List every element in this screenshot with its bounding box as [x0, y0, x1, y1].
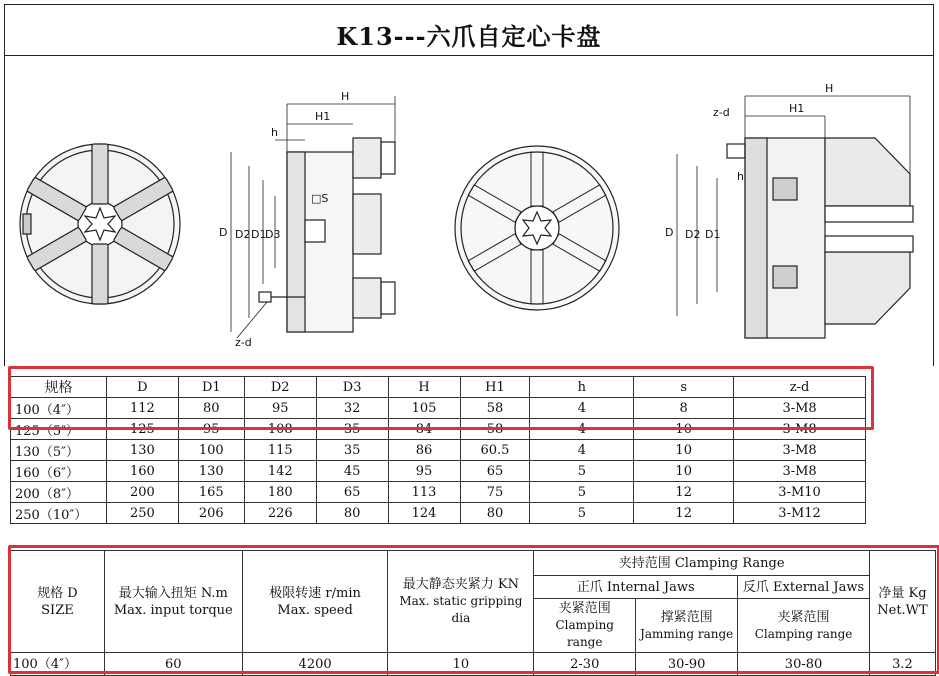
label-H1: H1 [315, 110, 331, 123]
spec-cell: 10 [634, 461, 734, 482]
spec-cell: 113 [388, 482, 460, 503]
spec-cell: 124 [388, 503, 460, 524]
label-H1-right: H1 [789, 102, 805, 115]
spec-cell: 130（5″） [11, 440, 107, 461]
table-row [11, 440, 866, 461]
spec-cell: 100（4″） [11, 398, 107, 419]
size-header-cn: 规格 D [37, 585, 78, 601]
spec-header-cell: h [530, 377, 634, 398]
spec-cell: 112 [106, 398, 178, 419]
technical-drawings [4, 56, 934, 366]
speed-header-en: Max. speed [277, 602, 353, 618]
perf-cell: 2-30 [534, 653, 636, 676]
spec-cell: 200（8″） [11, 482, 107, 503]
spec-cell: 60.5 [460, 440, 530, 461]
spec-cell: 32 [316, 398, 388, 419]
spec-cell: 3-M8 [734, 461, 866, 482]
table-row [11, 482, 866, 503]
torque-header-en: Max. input torque [113, 602, 233, 618]
label-h: h [271, 126, 278, 139]
spec-cell: 5 [530, 482, 634, 503]
spec-cell: 95 [244, 398, 316, 419]
spec-cell: 130 [178, 461, 244, 482]
spec-cell: 35 [316, 440, 388, 461]
spec-cell: 125 [106, 419, 178, 440]
internal-jaws-header: 正爪 Internal Jaws [534, 576, 738, 599]
spec-header-cell: D [106, 377, 178, 398]
external-jaws-header: 反爪 External Jaws [738, 576, 870, 599]
label-D1-right: D1 [705, 228, 721, 241]
torque-header-cn: 最大输入扭矩 N.m [118, 585, 228, 601]
spec-cell: 95 [388, 461, 460, 482]
spec-header-cell: D1 [178, 377, 244, 398]
spec-cell: 12 [634, 503, 734, 524]
spec-cell: 65 [460, 461, 530, 482]
spec-header-cell: 规格 [11, 377, 107, 398]
spec-cell: 130 [106, 440, 178, 461]
spec-cell: 58 [460, 419, 530, 440]
label-D2: D2 [235, 228, 251, 241]
spec-cell: 180 [244, 482, 316, 503]
page-title: K13---六爪自定心卡盘 [336, 22, 602, 51]
spec-cell: 165 [178, 482, 244, 503]
spec-cell: 80 [178, 398, 244, 419]
spec-cell: 5 [530, 461, 634, 482]
label-D: D [219, 226, 228, 239]
grip-header-cn: 最大静态夹紧力 KN [402, 577, 519, 592]
spec-cell: 100 [178, 440, 244, 461]
label-S: □S [311, 192, 329, 205]
spec-cell: 250 [106, 503, 178, 524]
perf-cell: 100（4″） [11, 653, 105, 676]
drawing-svg [5, 56, 933, 366]
spec-cell: 160 [106, 461, 178, 482]
highlight-box-performance [8, 545, 939, 674]
external-clamping-range-cn: 夹紧范围 [777, 609, 830, 625]
highlight-box-spec [8, 366, 874, 430]
table-row [11, 461, 866, 482]
grip-header-en: Max. static gripping dia [399, 594, 523, 625]
weight-header-cn: 净量 Kg [878, 585, 927, 601]
spec-cell: 4 [530, 398, 634, 419]
spec-cell: 75 [460, 482, 530, 503]
spec-cell: 45 [316, 461, 388, 482]
label-D3: D3 [265, 228, 281, 241]
size-header-en: SIZE [41, 602, 74, 618]
spec-cell: 95 [178, 419, 244, 440]
spec-cell: 3-M12 [734, 503, 866, 524]
front-view-body-drawing [455, 146, 619, 310]
spec-header-cell: D3 [316, 377, 388, 398]
perf-cell: 60 [104, 653, 242, 676]
label-zd-right: z-d [713, 106, 730, 119]
perf-cell: 3.2 [869, 653, 935, 676]
table-row [11, 503, 866, 524]
spec-cell: 160（6″） [11, 461, 107, 482]
weight-header-en: Net.WT [877, 602, 928, 618]
spec-cell: 35 [316, 419, 388, 440]
perf-cell: 10 [388, 653, 534, 676]
label-zd-left: z-d [235, 336, 252, 349]
clamping-range-en: Clamping range [555, 618, 614, 649]
spec-cell: 115 [244, 440, 316, 461]
clamping-range-cn: 夹紧范围 [558, 601, 611, 616]
side-view-drawing-left [231, 96, 395, 338]
label-D1: D1 [251, 228, 267, 241]
label-H: H [341, 90, 350, 103]
spec-cell: 12 [634, 482, 734, 503]
spec-cell: 250（10″） [11, 503, 107, 524]
spec-cell: 80 [316, 503, 388, 524]
spec-header-cell: s [634, 377, 734, 398]
spec-cell: 200 [106, 482, 178, 503]
spec-cell: 4 [530, 440, 634, 461]
range-header: 夹持范围 Clamping Range [534, 551, 870, 576]
spec-cell: 206 [178, 503, 244, 524]
title-row [4, 4, 934, 56]
spec-cell: 65 [316, 482, 388, 503]
spec-cell: 226 [244, 503, 316, 524]
datasheet [4, 4, 934, 672]
spec-header-cell: z-d [734, 377, 866, 398]
side-view-drawing-right [677, 96, 913, 338]
spec-cell: 142 [244, 461, 316, 482]
spec-cell: 3-M8 [734, 419, 866, 440]
label-D-right: D [665, 226, 674, 239]
spec-cell: 3-M10 [734, 482, 866, 503]
spec-header-cell: H1 [460, 377, 530, 398]
external-clamping-range-en: Clamping range [754, 626, 853, 641]
perf-cell: 30-80 [738, 653, 870, 676]
spec-cell: 125（5″） [11, 419, 107, 440]
spec-cell: 3-M8 [734, 440, 866, 461]
spec-cell: 10 [634, 419, 734, 440]
perf-cell: 30-90 [636, 653, 738, 676]
spec-cell: 5 [530, 503, 634, 524]
spec-cell: 105 [388, 398, 460, 419]
jamming-range-cn: 撑紧范围 [660, 609, 713, 625]
label-D2-right: D2 [685, 228, 701, 241]
spec-cell: 80 [460, 503, 530, 524]
front-view-jaws-drawing [20, 144, 180, 304]
spec-cell: 10 [634, 440, 734, 461]
spec-cell: 4 [530, 419, 634, 440]
spec-cell: 8 [634, 398, 734, 419]
label-H-right: H [825, 82, 834, 95]
label-h-right: h [737, 170, 744, 183]
spec-cell: 108 [244, 419, 316, 440]
spec-header-cell: H [388, 377, 460, 398]
jamming-range-en: Jamming range [640, 626, 734, 641]
spec-cell: 86 [388, 440, 460, 461]
perf-cell: 4200 [242, 653, 388, 676]
spec-cell: 84 [388, 419, 460, 440]
spec-header-cell: D2 [244, 377, 316, 398]
speed-header-cn: 极限转速 r/min [269, 585, 361, 601]
spec-cell: 58 [460, 398, 530, 419]
spec-cell: 3-M8 [734, 398, 866, 419]
